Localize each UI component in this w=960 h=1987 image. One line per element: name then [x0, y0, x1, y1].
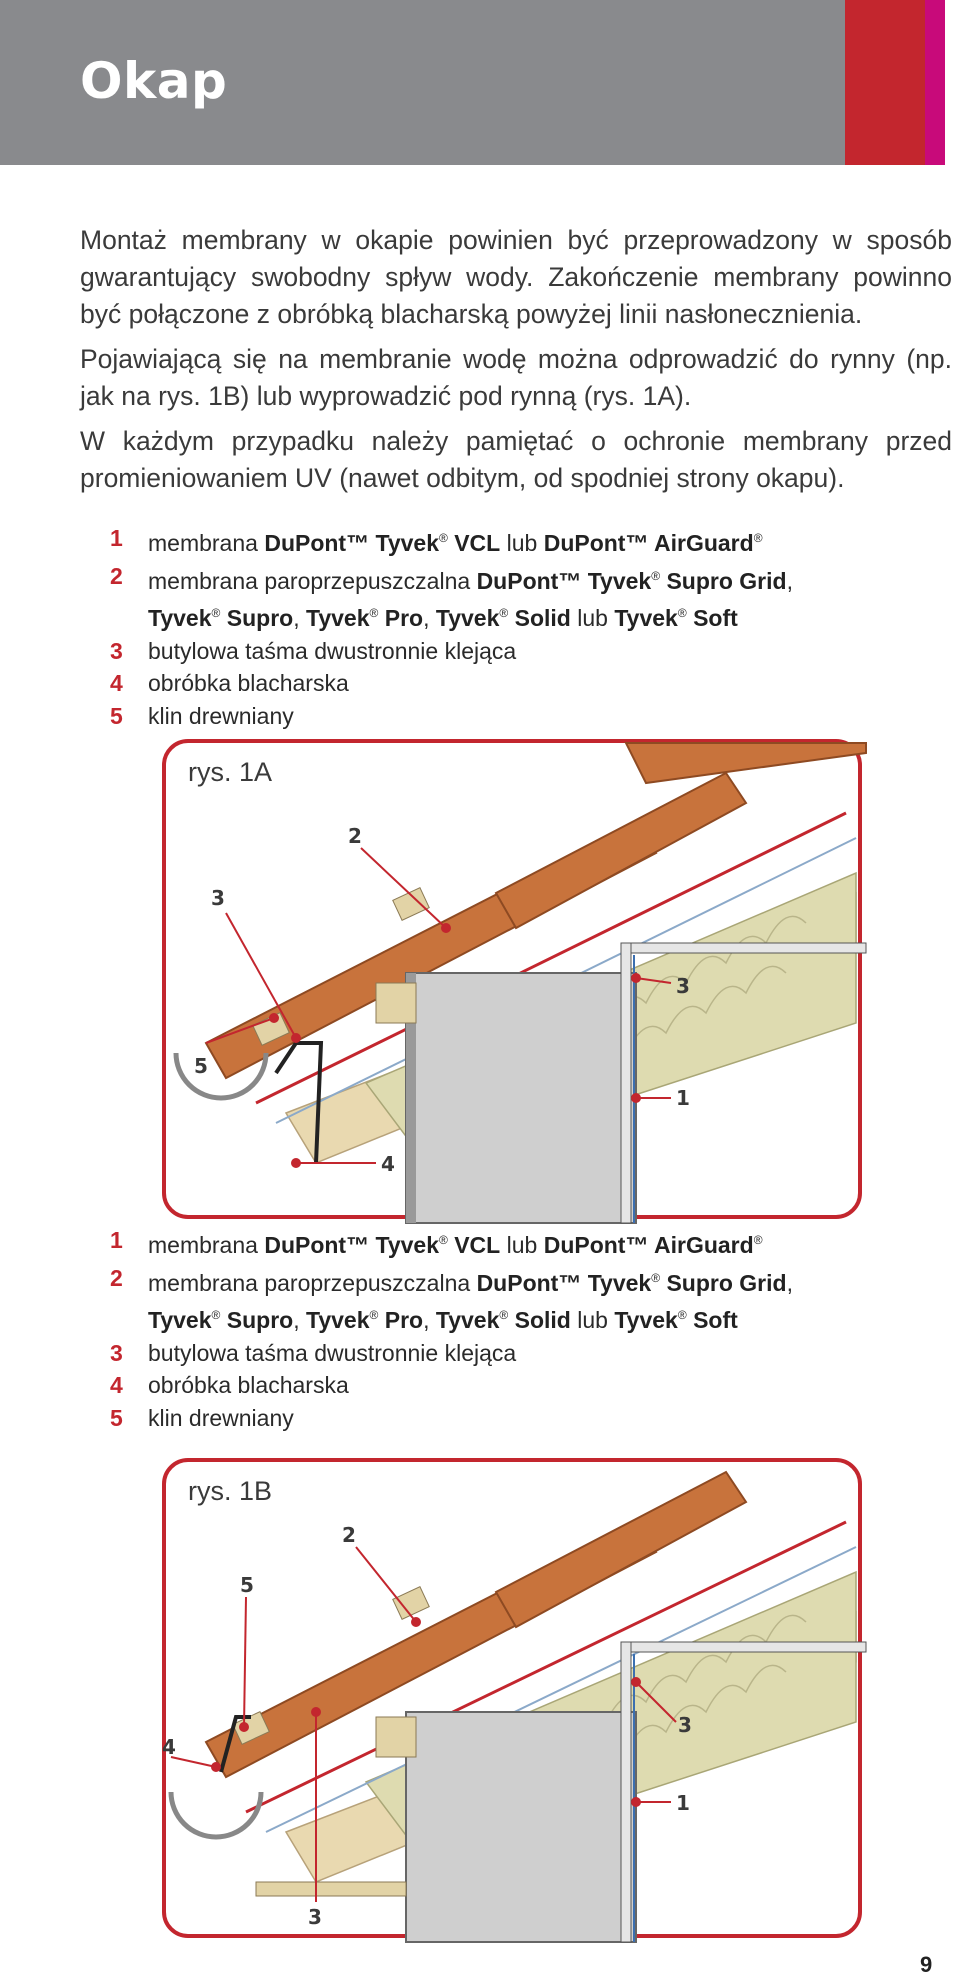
legend-text: membrana paroprzepuszczalna DuPont™ Tyvek® Supro Grid, Tyvek® Supro, Tyvek® Pro, Tyvek® Solid lub Tyvek® Soft: [148, 567, 793, 631]
legend-number: 5: [110, 1404, 123, 1431]
page-title: Okap: [80, 52, 228, 110]
legend-text: obróbka blacharska: [148, 1372, 349, 1398]
legend-number: 1: [110, 1227, 123, 1253]
page-number: 9: [920, 1952, 933, 1977]
legend-text: obróbka blacharska: [148, 670, 349, 696]
intro-paragraph-1: Montaż membrany w okapie powinien być przeprowadzony w sposób gwarantujący swobodny spływ wody. Zakończenie membrany powinno być połączone z obróbką blacharską powyżej linii nasłonecznienia.: [80, 225, 952, 329]
legend-number: 1: [110, 525, 123, 551]
legend-text: klin drewniany: [148, 702, 294, 729]
legend-number: 5: [110, 702, 123, 729]
legend-item: [80, 1337, 880, 1370]
callout-1: 1: [676, 1791, 690, 1815]
callout-4: 4: [381, 1152, 395, 1176]
legend-number: 4: [110, 1372, 123, 1398]
callout-2: 2: [348, 824, 362, 848]
intro-text: [80, 222, 952, 505]
legend-number: 3: [110, 1339, 123, 1366]
roof-eave-diagram-1a: [166, 743, 866, 1223]
legend-number: 3: [110, 637, 123, 664]
figure-1b: [162, 1458, 862, 1938]
callout-5: 5: [240, 1573, 254, 1597]
figure-label: rys. 1A: [188, 757, 273, 787]
callout-3b: 3: [678, 1713, 692, 1737]
legend-number: 2: [110, 1264, 123, 1291]
legend-item: [80, 700, 880, 733]
legend-number: 2: [110, 562, 123, 589]
figure-1a: [162, 739, 862, 1219]
header-magenta-band: [925, 0, 945, 165]
legend-item: [80, 1262, 880, 1337]
legend-item: [80, 1224, 880, 1262]
legend-text: membrana DuPont™ Tyvek® VCL lub DuPont™ AirGuard®: [148, 530, 763, 556]
legend-text: butylowa taśma dwustronnie klejąca: [148, 1339, 517, 1366]
intro-paragraph-2: Pojawiającą się na membranie wodę można odprowadzić do rynny (np. jak na rys. 1B) lub wyprowadzić pod rynną (rys. 1A).: [80, 344, 952, 411]
legend-text: membrana DuPont™ Tyvek® VCL lub DuPont™ AirGuard®: [148, 1232, 763, 1258]
legend-text: butylowa taśma dwustronnie klejąca: [148, 637, 517, 664]
legend-text: membrana paroprzepuszczalna DuPont™ Tyvek® Supro Grid, Tyvek® Supro, Tyvek® Pro, Tyvek® Solid lub Tyvek® Soft: [148, 1269, 793, 1333]
callout-1: 1: [676, 1086, 690, 1110]
callout-5: 5: [194, 1054, 208, 1078]
intro-paragraph-3: W każdym przypadku należy pamiętać o ochronie membrany przed promieniowaniem UV (nawet odbitym, od spodniej strony okapu).: [80, 426, 952, 493]
header-red-band: [845, 0, 925, 165]
callout-3: 3: [308, 1905, 322, 1929]
figure-label: rys. 1B: [188, 1476, 273, 1506]
legend-item: [80, 522, 880, 560]
roof-eave-diagram-1b: [162, 1462, 866, 1942]
legend-item: [80, 1369, 880, 1402]
legend-text: klin drewniany: [148, 1404, 294, 1431]
callout-4: 4: [162, 1735, 176, 1759]
legend-item: [80, 1402, 880, 1435]
legend-item: [80, 560, 880, 635]
page-header: [0, 0, 960, 165]
callout-3b: 3: [676, 974, 690, 998]
legend-item: [80, 635, 880, 668]
legend-item: [80, 667, 880, 700]
callout-2: 2: [342, 1523, 356, 1547]
callout-3: 3: [211, 886, 225, 910]
legend-a: [80, 522, 880, 732]
legend-b: [80, 1224, 880, 1434]
legend-number: 4: [110, 670, 123, 696]
